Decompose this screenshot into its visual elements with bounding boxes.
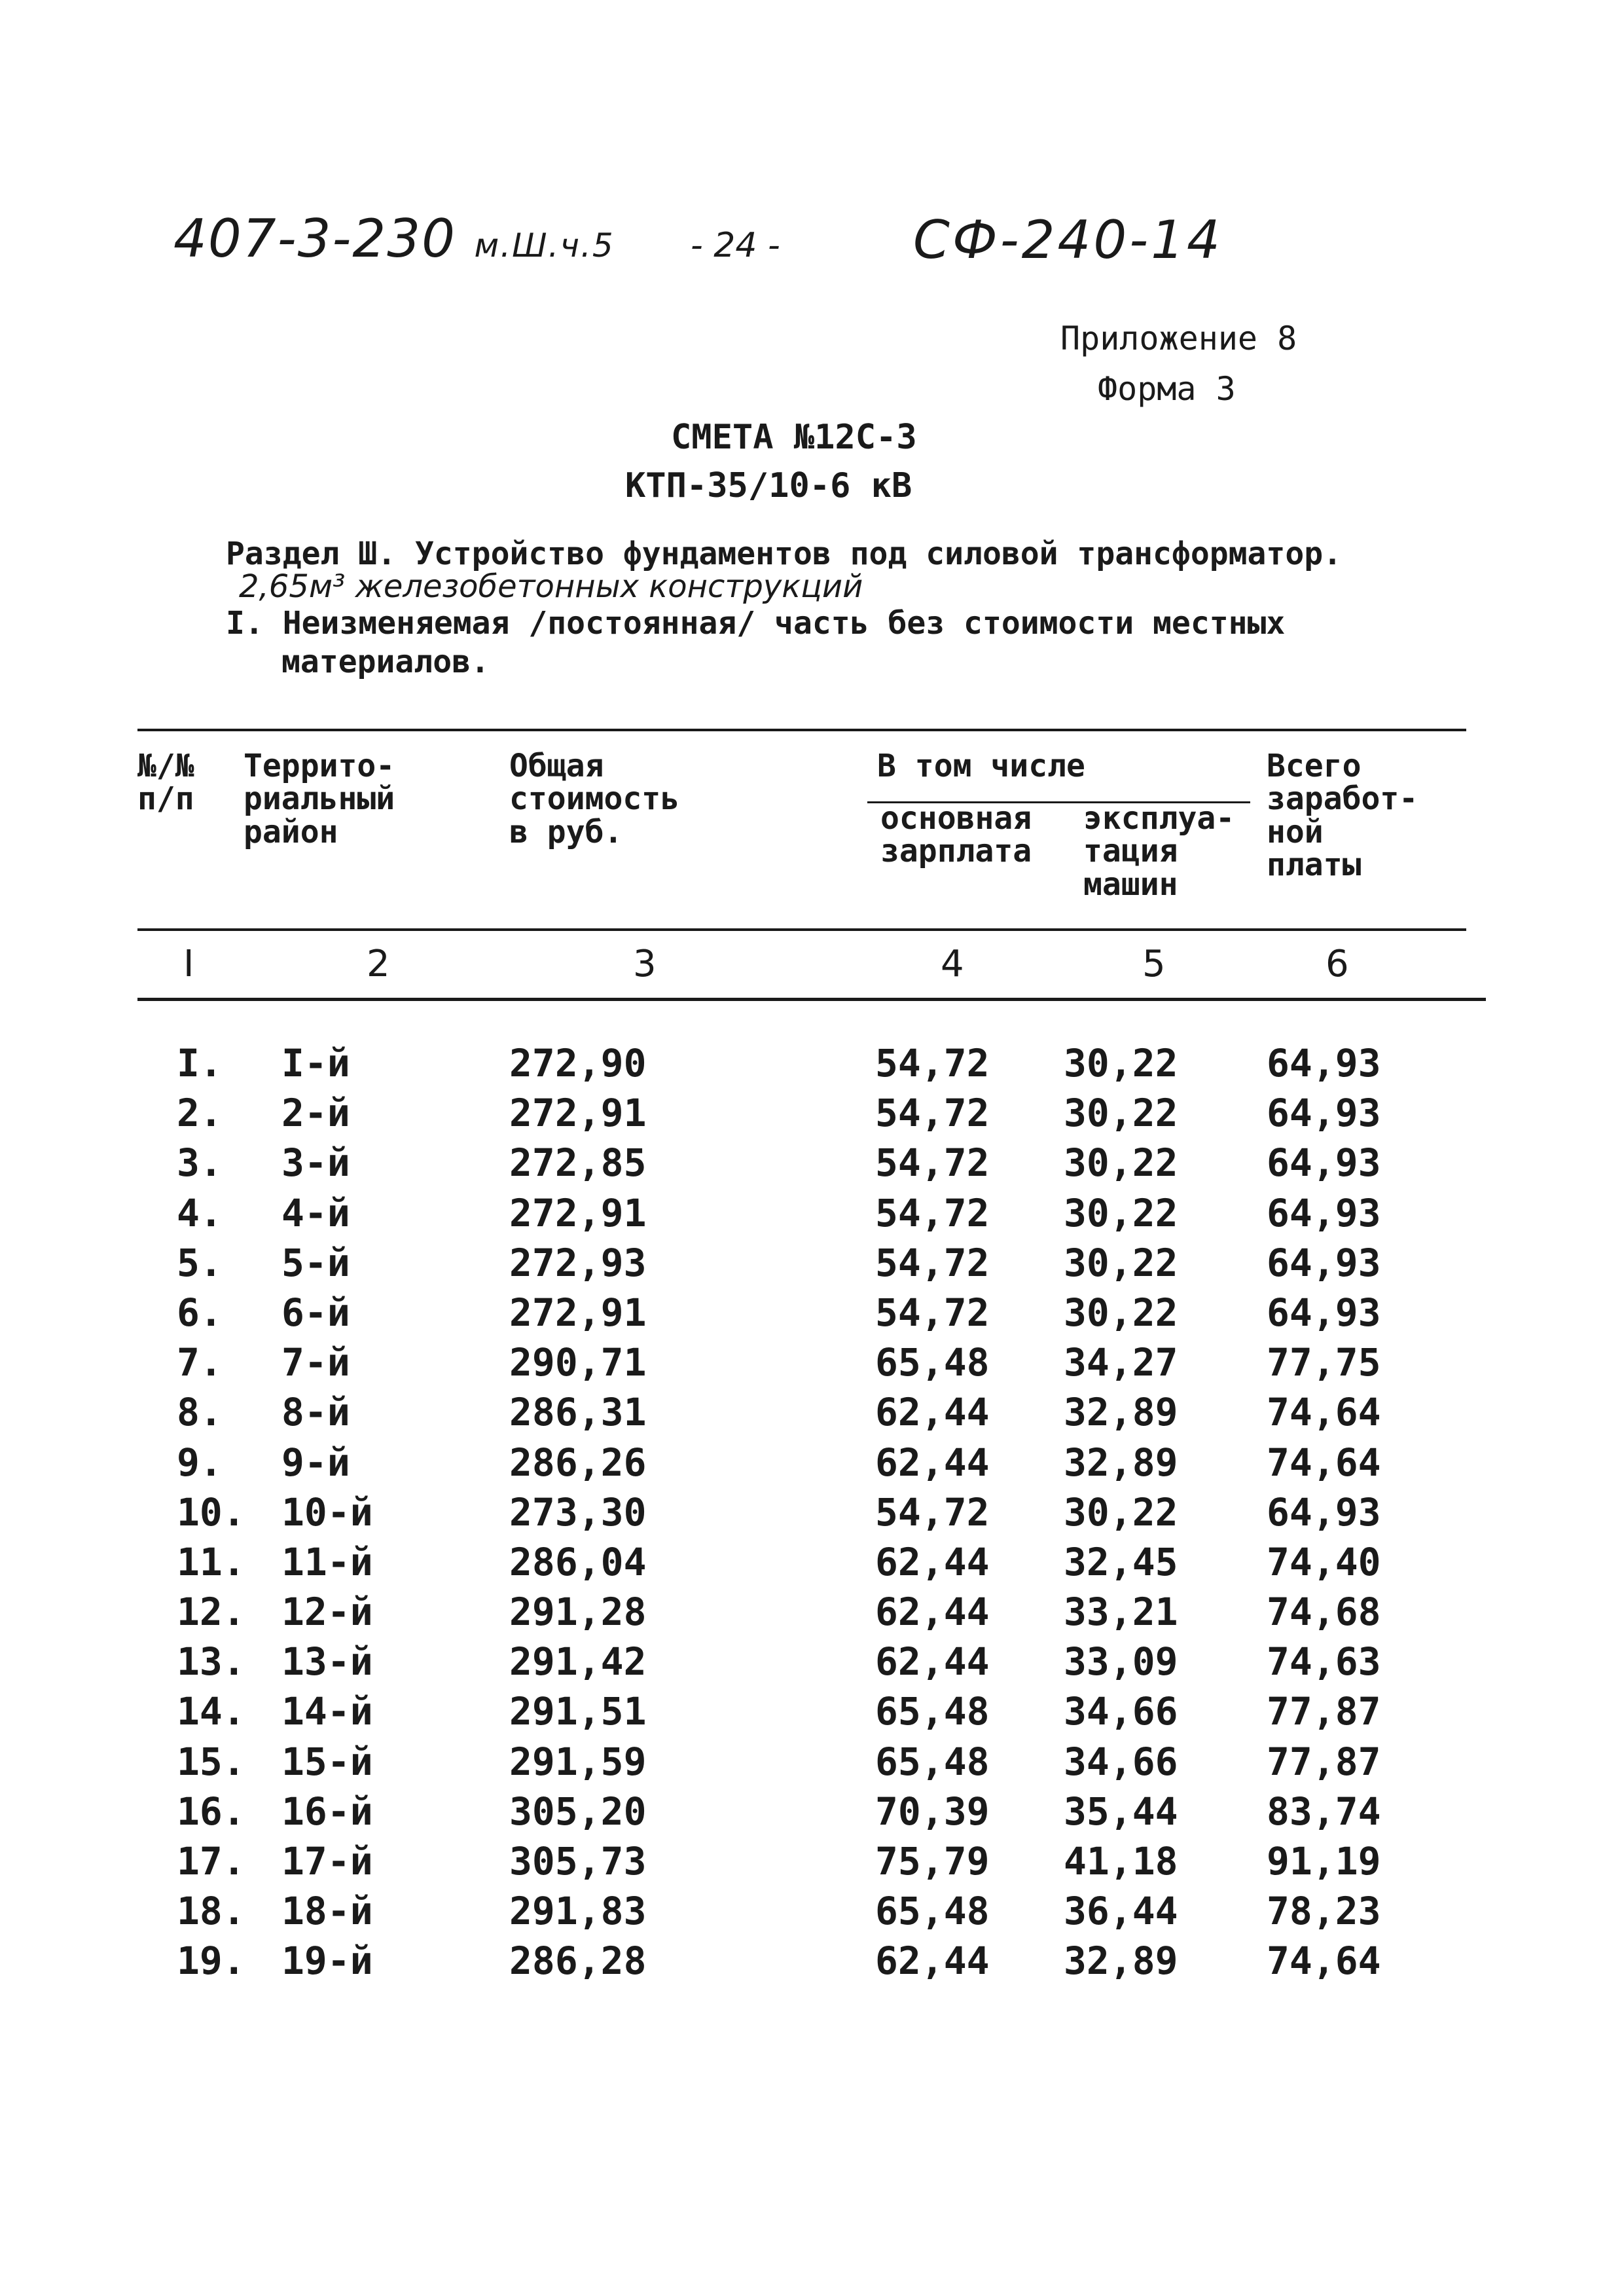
header-total-salary: Всего заработ- ной платы bbox=[1267, 748, 1418, 884]
row-number: 13. bbox=[177, 1639, 245, 1685]
row-machine-operation: 41,18 bbox=[1064, 1839, 1178, 1884]
row-base-salary: 54,72 bbox=[875, 1190, 990, 1235]
row-region: 18-й bbox=[281, 1889, 373, 1934]
row-number: 16. bbox=[177, 1789, 245, 1834]
row-total-salary: 77,75 bbox=[1267, 1340, 1381, 1385]
table-row bbox=[0, 1740, 1624, 1789]
section-part-line2: материалов. bbox=[281, 644, 490, 680]
row-number: 7. bbox=[177, 1340, 223, 1385]
row-machine-operation: 30,22 bbox=[1064, 1140, 1178, 1186]
row-number: 12. bbox=[177, 1590, 245, 1635]
row-total-cost: 291,59 bbox=[509, 1739, 647, 1784]
row-total-salary: 77,87 bbox=[1267, 1739, 1381, 1784]
row-number: 3. bbox=[177, 1140, 223, 1186]
section-part-line1: I. Неизменяемая /постоянная/ часть без стоимости местных bbox=[226, 605, 1286, 642]
row-region: 3-й bbox=[281, 1140, 350, 1186]
object-title: КТП-35/10-6 кВ bbox=[625, 466, 912, 505]
sheet-code: СФ-240-14 bbox=[913, 210, 1223, 270]
table-row bbox=[0, 1440, 1624, 1490]
row-base-salary: 62,44 bbox=[875, 1590, 990, 1635]
row-base-salary: 65,48 bbox=[875, 1340, 990, 1385]
table-row bbox=[0, 1639, 1624, 1689]
table-row bbox=[0, 1939, 1624, 1988]
section-heading: Раздел Ш. Устройство фундаментов под силовой трансформатор. bbox=[226, 536, 1343, 572]
row-region: 14-й bbox=[281, 1689, 373, 1734]
header-including: В том числе bbox=[877, 748, 1085, 784]
row-region: 7-й bbox=[281, 1340, 350, 1385]
row-machine-operation: 33,09 bbox=[1064, 1639, 1178, 1685]
row-base-salary: 54,72 bbox=[875, 1091, 990, 1136]
document-code-handwritten bbox=[173, 208, 615, 269]
row-total-cost: 291,83 bbox=[509, 1889, 647, 1934]
row-total-salary: 91,19 bbox=[1267, 1839, 1381, 1884]
row-total-cost: 286,04 bbox=[509, 1539, 647, 1584]
row-number: 9. bbox=[177, 1440, 223, 1485]
row-number: 2. bbox=[177, 1091, 223, 1136]
table-row bbox=[0, 1140, 1624, 1190]
appendix-label: Приложение 8 bbox=[1060, 319, 1297, 357]
table-header-rule bbox=[137, 928, 1466, 931]
row-region: 2-й bbox=[281, 1091, 350, 1136]
row-number: 14. bbox=[177, 1689, 245, 1734]
row-base-salary: 65,48 bbox=[875, 1739, 990, 1784]
row-total-cost: 305,73 bbox=[509, 1839, 647, 1884]
row-total-salary: 64,93 bbox=[1267, 1140, 1381, 1186]
row-region: 11-й bbox=[281, 1539, 373, 1584]
table-top-rule bbox=[137, 729, 1466, 731]
row-machine-operation: 35,44 bbox=[1064, 1789, 1178, 1834]
row-total-salary: 74,40 bbox=[1267, 1539, 1381, 1584]
table-row bbox=[0, 1590, 1624, 1639]
row-total-cost: 272,90 bbox=[509, 1041, 647, 1085]
table-row bbox=[0, 1390, 1624, 1440]
row-base-salary: 54,72 bbox=[875, 1290, 990, 1335]
row-base-salary: 65,48 bbox=[875, 1689, 990, 1734]
row-region: 16-й bbox=[281, 1789, 373, 1834]
header-number: №/№ п/п bbox=[137, 748, 194, 818]
row-total-cost: 273,30 bbox=[509, 1489, 647, 1535]
table-row bbox=[0, 1091, 1624, 1140]
row-base-salary: 54,72 bbox=[875, 1140, 990, 1186]
row-number: 11. bbox=[177, 1539, 245, 1584]
table-row bbox=[0, 1340, 1624, 1390]
row-total-cost: 291,51 bbox=[509, 1689, 647, 1734]
row-total-cost: 290,71 bbox=[509, 1340, 647, 1385]
table-row bbox=[0, 1889, 1624, 1939]
row-region: 8-й bbox=[281, 1390, 350, 1435]
column-number: 6 bbox=[1326, 943, 1349, 985]
row-machine-operation: 32,45 bbox=[1064, 1539, 1178, 1584]
row-base-salary: 62,44 bbox=[875, 1939, 990, 1984]
row-region: 17-й bbox=[281, 1839, 373, 1884]
row-region: 4-й bbox=[281, 1190, 350, 1235]
table-row bbox=[0, 1689, 1624, 1739]
header-base-salary: основная зарплата bbox=[880, 800, 1032, 870]
row-region: 10-й bbox=[281, 1489, 373, 1535]
row-number: 8. bbox=[177, 1390, 223, 1435]
row-total-salary: 74,64 bbox=[1267, 1939, 1381, 1984]
header-machine-operation: эксплуа- тация машин bbox=[1083, 800, 1235, 903]
table-numbers-rule bbox=[137, 998, 1486, 1001]
row-base-salary: 62,44 bbox=[875, 1390, 990, 1435]
row-total-salary: 64,93 bbox=[1267, 1290, 1381, 1335]
row-number: I. bbox=[177, 1041, 223, 1085]
document-code-suffix: м.Ш.ч.5 bbox=[474, 227, 615, 264]
row-total-salary: 64,93 bbox=[1267, 1091, 1381, 1136]
form-label: Форма 3 bbox=[1098, 370, 1236, 408]
table-row bbox=[0, 1041, 1624, 1091]
row-machine-operation: 30,22 bbox=[1064, 1091, 1178, 1136]
row-machine-operation: 30,22 bbox=[1064, 1290, 1178, 1335]
row-base-salary: 75,79 bbox=[875, 1839, 990, 1884]
table-row bbox=[0, 1540, 1624, 1590]
row-region: 6-й bbox=[281, 1290, 350, 1335]
row-machine-operation: 30,22 bbox=[1064, 1190, 1178, 1235]
row-total-salary: 74,68 bbox=[1267, 1590, 1381, 1635]
row-machine-operation: 30,22 bbox=[1064, 1489, 1178, 1535]
header-region: Террито- риальный район bbox=[244, 748, 395, 850]
row-base-salary: 54,72 bbox=[875, 1240, 990, 1285]
row-total-cost: 286,31 bbox=[509, 1390, 647, 1435]
row-base-salary: 54,72 bbox=[875, 1489, 990, 1535]
column-number: 4 bbox=[941, 943, 964, 985]
row-region: 12-й bbox=[281, 1590, 373, 1635]
row-number: 6. bbox=[177, 1290, 223, 1335]
table-row bbox=[0, 1191, 1624, 1241]
row-total-cost: 305,20 bbox=[509, 1789, 647, 1834]
row-region: 13-й bbox=[281, 1639, 373, 1685]
row-base-salary: 65,48 bbox=[875, 1889, 990, 1934]
row-total-salary: 74,64 bbox=[1267, 1440, 1381, 1485]
row-total-salary: 77,87 bbox=[1267, 1689, 1381, 1734]
row-total-cost: 272,91 bbox=[509, 1190, 647, 1235]
row-number: 4. bbox=[177, 1190, 223, 1235]
row-number: 5. bbox=[177, 1240, 223, 1285]
row-total-salary: 64,93 bbox=[1267, 1041, 1381, 1085]
row-base-salary: 62,44 bbox=[875, 1440, 990, 1485]
row-machine-operation: 36,44 bbox=[1064, 1889, 1178, 1934]
row-total-salary: 74,63 bbox=[1267, 1639, 1381, 1685]
header-total-cost: Общая стоимость в руб. bbox=[509, 748, 680, 850]
row-region: 15-й bbox=[281, 1739, 373, 1784]
row-total-cost: 291,28 bbox=[509, 1590, 647, 1635]
page-number: - 24 - bbox=[691, 226, 780, 265]
row-total-cost: 272,93 bbox=[509, 1240, 647, 1285]
table-row bbox=[0, 1789, 1624, 1839]
row-number: 15. bbox=[177, 1739, 245, 1784]
table-body bbox=[0, 1041, 1624, 1989]
column-number: 3 bbox=[633, 943, 657, 985]
row-total-salary: 64,93 bbox=[1267, 1489, 1381, 1535]
table-row bbox=[0, 1839, 1624, 1889]
row-number: 18. bbox=[177, 1889, 245, 1934]
row-region: 19-й bbox=[281, 1939, 373, 1984]
row-total-salary: 78,23 bbox=[1267, 1889, 1381, 1934]
column-number: I bbox=[183, 943, 194, 985]
row-machine-operation: 32,89 bbox=[1064, 1939, 1178, 1984]
row-machine-operation: 32,89 bbox=[1064, 1390, 1178, 1435]
row-machine-operation: 34,66 bbox=[1064, 1689, 1178, 1734]
row-number: 10. bbox=[177, 1489, 245, 1535]
row-total-cost: 286,26 bbox=[509, 1440, 647, 1485]
row-number: 17. bbox=[177, 1839, 245, 1884]
row-region: I-й bbox=[281, 1041, 350, 1085]
row-machine-operation: 32,89 bbox=[1064, 1440, 1178, 1485]
row-machine-operation: 34,66 bbox=[1064, 1739, 1178, 1784]
row-base-salary: 54,72 bbox=[875, 1041, 990, 1085]
row-total-cost: 291,42 bbox=[509, 1639, 647, 1685]
document-code: 407-3-230 bbox=[173, 208, 457, 269]
row-base-salary: 62,44 bbox=[875, 1539, 990, 1584]
row-number: 19. bbox=[177, 1939, 245, 1984]
column-number: 5 bbox=[1142, 943, 1166, 985]
row-total-cost: 272,91 bbox=[509, 1091, 647, 1136]
row-total-salary: 64,93 bbox=[1267, 1240, 1381, 1285]
row-base-salary: 62,44 bbox=[875, 1639, 990, 1685]
table-row bbox=[0, 1241, 1624, 1290]
section-volume-handwritten: 2,65м³ железобетонных конструкций bbox=[239, 568, 863, 605]
estimate-title: СМЕТА №12С-3 bbox=[671, 418, 917, 457]
row-machine-operation: 30,22 bbox=[1064, 1041, 1178, 1085]
row-total-cost: 272,85 bbox=[509, 1140, 647, 1186]
row-total-salary: 64,93 bbox=[1267, 1190, 1381, 1235]
row-region: 5-й bbox=[281, 1240, 350, 1285]
row-base-salary: 70,39 bbox=[875, 1789, 990, 1834]
row-total-cost: 272,91 bbox=[509, 1290, 647, 1335]
row-machine-operation: 33,21 bbox=[1064, 1590, 1178, 1635]
column-number: 2 bbox=[367, 943, 390, 985]
table-row bbox=[0, 1490, 1624, 1540]
row-machine-operation: 30,22 bbox=[1064, 1240, 1178, 1285]
row-machine-operation: 34,27 bbox=[1064, 1340, 1178, 1385]
row-total-cost: 286,28 bbox=[509, 1939, 647, 1984]
table-row bbox=[0, 1290, 1624, 1340]
row-total-salary: 74,64 bbox=[1267, 1390, 1381, 1435]
row-region: 9-й bbox=[281, 1440, 350, 1485]
row-total-salary: 83,74 bbox=[1267, 1789, 1381, 1834]
